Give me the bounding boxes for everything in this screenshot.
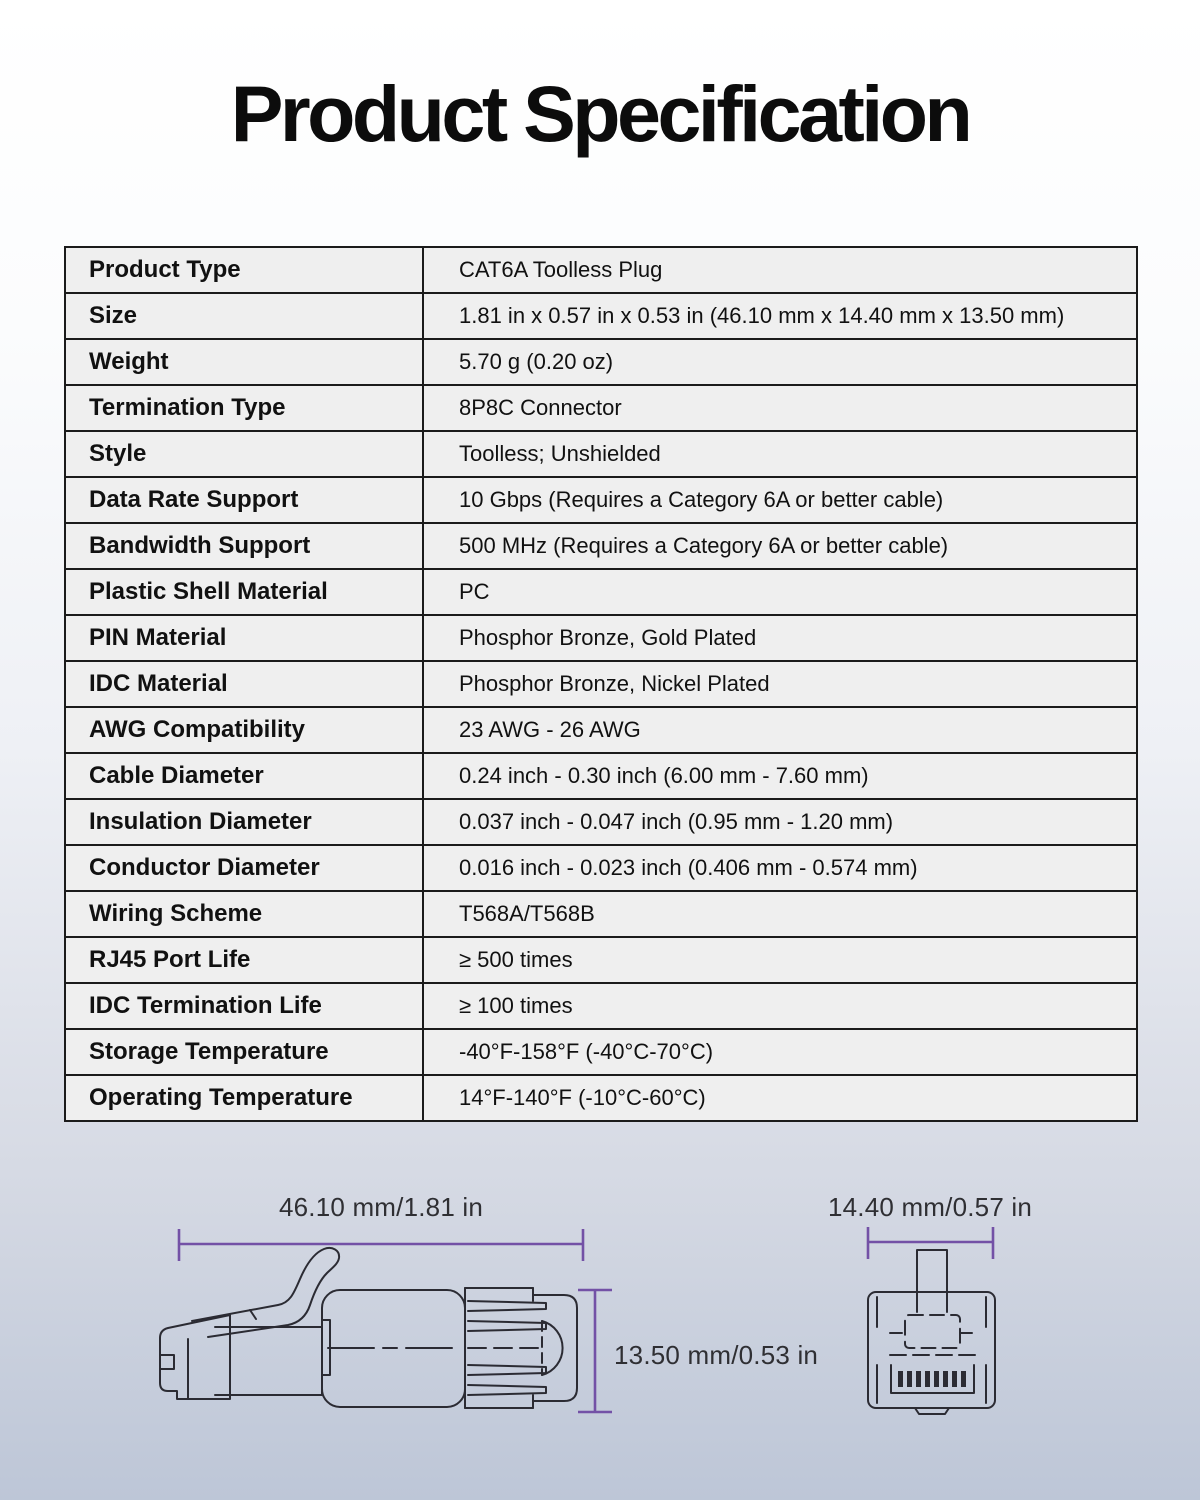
spec-label: Weight [64, 338, 422, 386]
table-row [64, 1028, 1138, 1076]
spec-label: Termination Type [64, 384, 422, 432]
spec-value: T568A/T568B [422, 890, 1138, 938]
side-view-dimension-lines [179, 1229, 612, 1412]
spec-label: Style [64, 430, 422, 478]
spec-value: Phosphor Bronze, Gold Plated [422, 614, 1138, 662]
spec-value: 0.016 inch - 0.023 inch (0.406 mm - 0.574 mm) [422, 844, 1138, 892]
plug-side-view-diagram [130, 1215, 615, 1425]
spec-value: 23 AWG - 26 AWG [422, 706, 1138, 754]
table-row [64, 384, 1138, 432]
plug-front-view-diagram [855, 1215, 1015, 1425]
side-view-width-label: 46.10 mm/1.81 in [278, 1192, 484, 1222]
table-row [64, 660, 1138, 708]
spec-value: 10 Gbps (Requires a Category 6A or better cable) [422, 476, 1138, 524]
spec-value: ≥ 500 times [422, 936, 1138, 984]
spec-label: IDC Termination Life [64, 982, 422, 1030]
spec-label: AWG Compatibility [64, 706, 422, 754]
spec-value: 500 MHz (Requires a Category 6A or better cable) [422, 522, 1138, 570]
table-row [64, 936, 1138, 984]
table-row [64, 522, 1138, 570]
spec-value: Toolless; Unshielded [422, 430, 1138, 478]
spec-value: 5.70 g (0.20 oz) [422, 338, 1138, 386]
table-row [64, 292, 1138, 340]
spec-label: RJ45 Port Life [64, 936, 422, 984]
spec-label: Data Rate Support [64, 476, 422, 524]
front-view-width-label: 14.40 mm/0.57 in [827, 1192, 1033, 1222]
spec-value: CAT6A Toolless Plug [422, 246, 1138, 294]
spec-label: PIN Material [64, 614, 422, 662]
spec-label: Product Type [64, 246, 422, 294]
table-row [64, 706, 1138, 754]
spec-label: IDC Material [64, 660, 422, 708]
spec-value: ≥ 100 times [422, 982, 1138, 1030]
spec-value: 0.24 inch - 0.30 inch (6.00 mm - 7.60 mm) [422, 752, 1138, 800]
table-row [64, 476, 1138, 524]
table-row [64, 844, 1138, 892]
table-row [64, 982, 1138, 1030]
table-row [64, 568, 1138, 616]
table-row [64, 752, 1138, 800]
table-row [64, 338, 1138, 386]
spec-value: 14°F-140°F (-10°C-60°C) [422, 1074, 1138, 1122]
side-view-height-label: 13.50 mm/0.53 in [614, 1340, 819, 1370]
spec-value: 1.81 in x 0.57 in x 0.53 in (46.10 mm x 14.40 mm x 13.50 mm) [422, 292, 1138, 340]
spec-table [64, 246, 1138, 1122]
page-title: Product Specification [230, 69, 970, 158]
table-row [64, 890, 1138, 938]
spec-value: 8P8C Connector [422, 384, 1138, 432]
plug-contact-pins [898, 1371, 966, 1387]
plug-side-outline [160, 1248, 577, 1408]
spec-label: Bandwidth Support [64, 522, 422, 570]
spec-label: Size [64, 292, 422, 340]
spec-label: Conductor Diameter [64, 844, 422, 892]
spec-value: 0.037 inch - 0.047 inch (0.95 mm - 1.20 mm) [422, 798, 1138, 846]
front-view-dimension-lines [868, 1227, 993, 1259]
table-row [64, 614, 1138, 662]
plug-front-outline [868, 1250, 995, 1414]
spec-label: Wiring Scheme [64, 890, 422, 938]
spec-label: Cable Diameter [64, 752, 422, 800]
table-row [64, 1074, 1138, 1122]
table-row [64, 246, 1138, 294]
spec-label: Plastic Shell Material [64, 568, 422, 616]
spec-value: Phosphor Bronze, Nickel Plated [422, 660, 1138, 708]
table-row [64, 430, 1138, 478]
spec-value: PC [422, 568, 1138, 616]
table-row [64, 798, 1138, 846]
spec-value: -40°F-158°F (-40°C-70°C) [422, 1028, 1138, 1076]
spec-label: Operating Temperature [64, 1074, 422, 1122]
spec-label: Insulation Diameter [64, 798, 422, 846]
spec-label: Storage Temperature [64, 1028, 422, 1076]
